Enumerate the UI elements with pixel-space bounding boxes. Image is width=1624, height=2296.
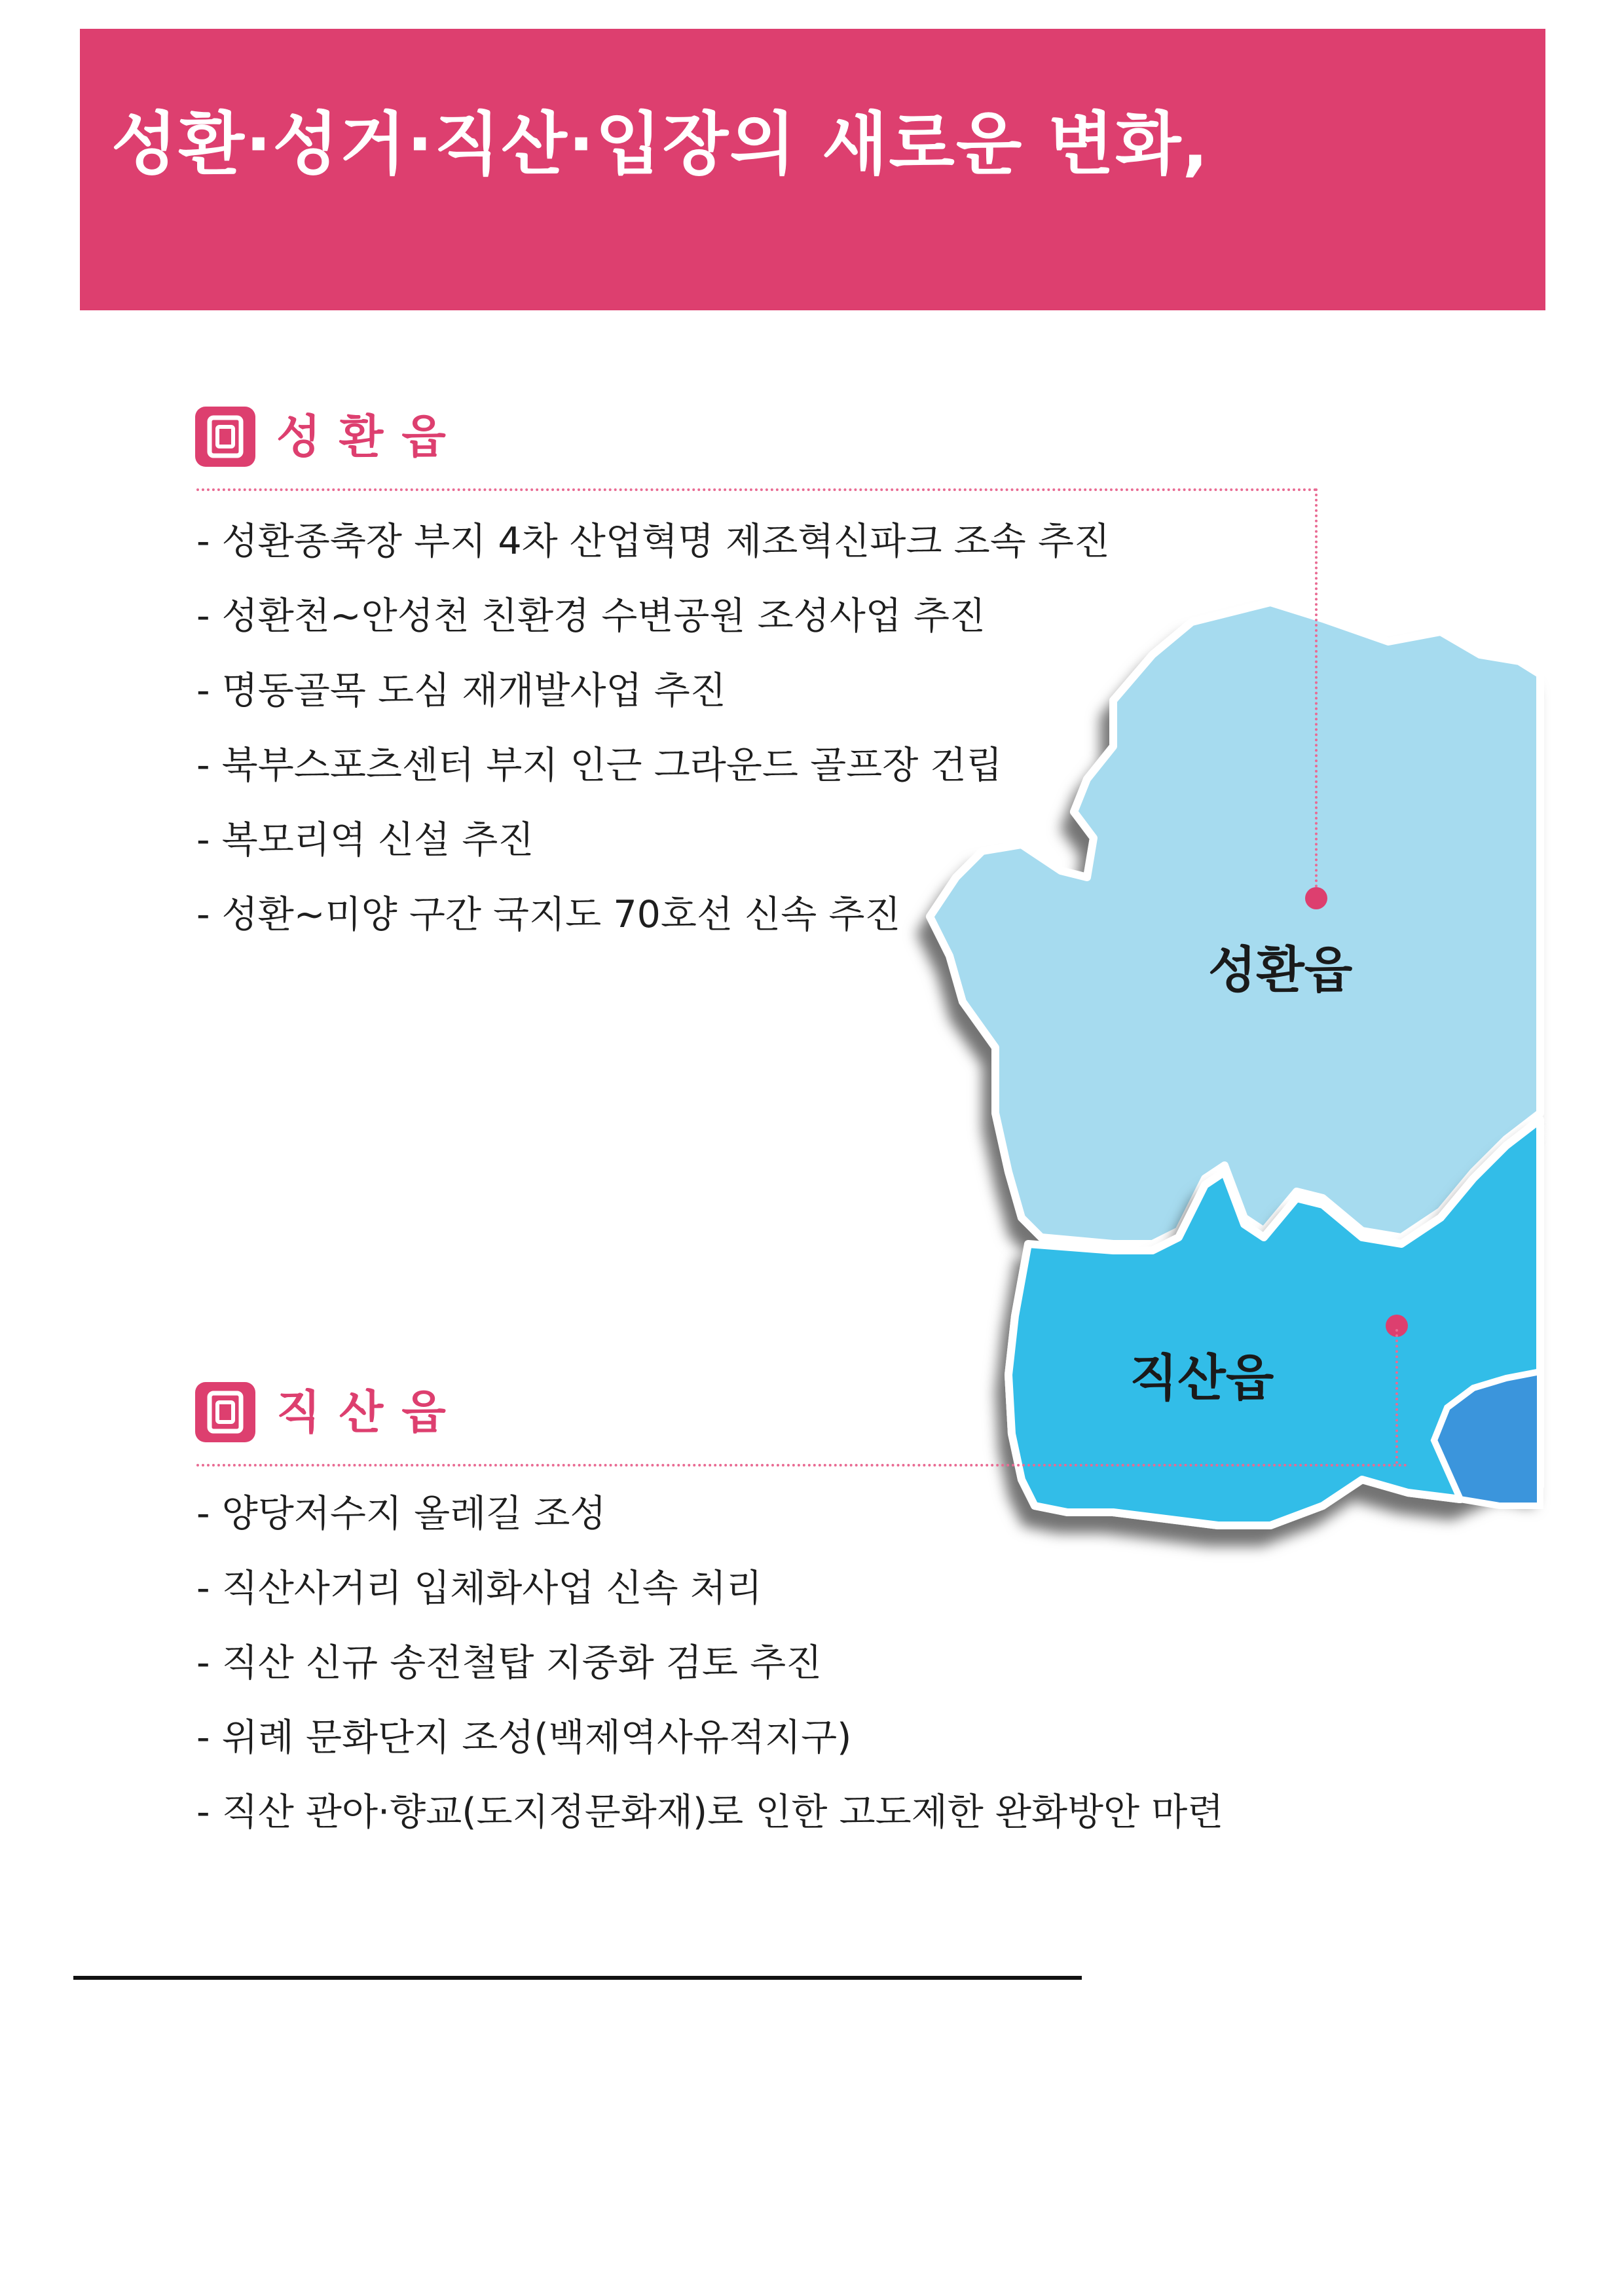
list-item: - 성환종축장 부지 4차 산업혁명 제조혁신파크 조속 추진 — [196, 520, 1111, 563]
list-item: - 성환~미양 구간 국지도 70호선 신속 추진 — [196, 893, 901, 936]
list-item: - 위례 문화단지 조성(백제역사유적지구) — [196, 1716, 852, 1759]
section-divider — [196, 488, 1318, 491]
document-icon — [195, 1382, 255, 1442]
section-title: 직산읍 — [276, 1385, 464, 1439]
map-label-seonghwan: 성환읍 — [1208, 941, 1353, 999]
section-divider — [196, 1464, 1408, 1467]
page-rule — [73, 1976, 1082, 1980]
section-title: 성환읍 — [276, 410, 464, 464]
map-label-jiksan: 직산읍 — [1130, 1349, 1274, 1407]
leader-line — [1395, 1329, 1398, 1464]
page-title: 성환·성거·직산·입장의 새로운 변화, — [111, 104, 1209, 184]
seonghwan-marker — [1305, 887, 1327, 909]
document-icon — [195, 407, 255, 467]
seonghwan-item-list — [196, 504, 1110, 952]
leader-line — [1315, 488, 1318, 888]
jiksan-item-list — [196, 1476, 1223, 1850]
list-item: - 북부스포츠센터 부지 인근 그라운드 골프장 건립 — [196, 744, 1003, 787]
section-header-seonghwan — [195, 401, 464, 473]
list-item: - 직산 관아·향교(도지정문화재)로 인한 고도제한 완화방안 마련 — [196, 1791, 1224, 1834]
list-item: - 양당저수지 올레길 조성 — [196, 1492, 606, 1535]
list-item: - 복모리역 신설 추진 — [196, 818, 534, 862]
list-item: - 성환천~안성천 친환경 수변공원 조성사업 추진 — [196, 594, 986, 638]
list-item: - 직산 신규 송전철탑 지중화 검토 추진 — [196, 1641, 822, 1685]
section-header-jiksan — [195, 1376, 464, 1448]
list-item: - 직산사거리 입체화사업 신속 처리 — [196, 1567, 762, 1610]
list-item: - 명동골목 도심 재개발사업 추진 — [196, 669, 726, 712]
